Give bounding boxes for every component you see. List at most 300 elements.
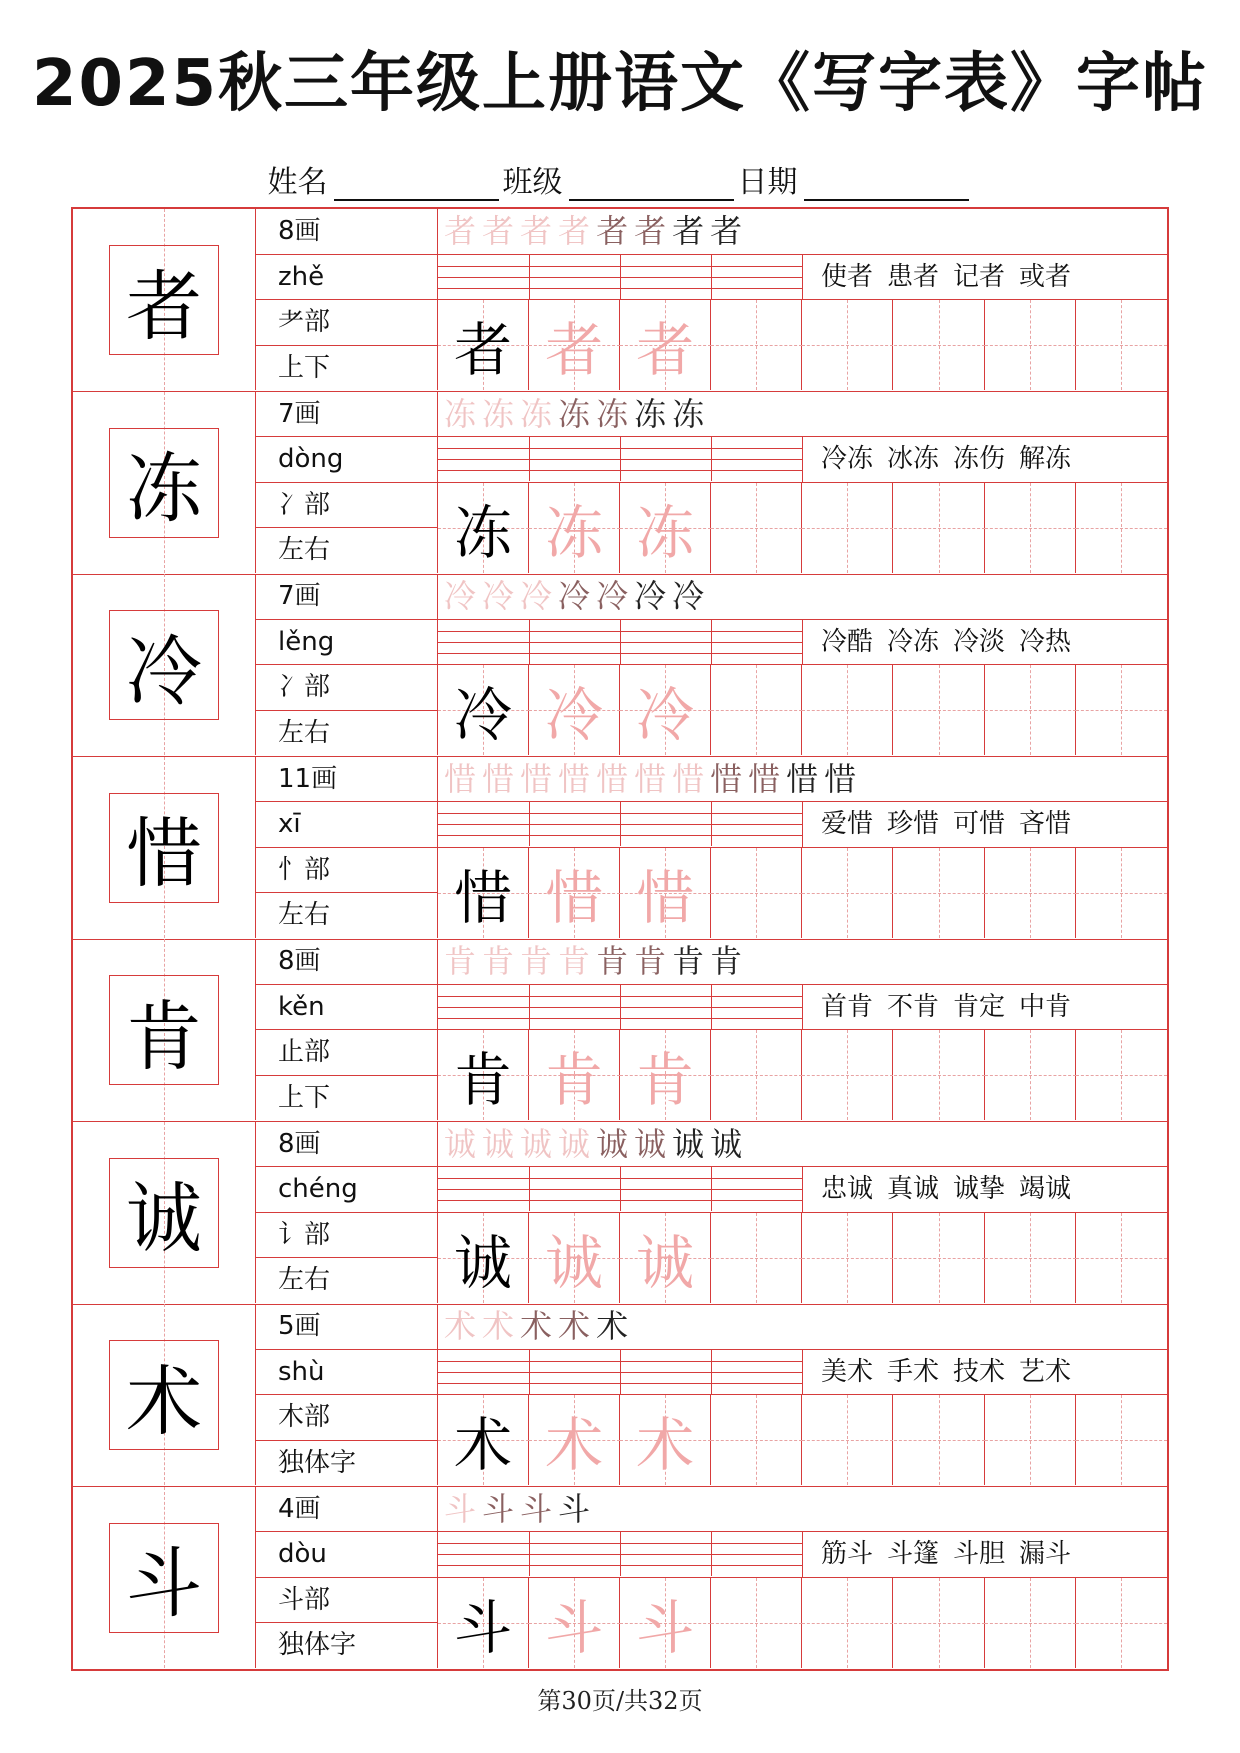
model-character: 冻: [453, 498, 512, 567]
vocabulary-word: 美术: [821, 1356, 874, 1387]
trace-character: 惜: [636, 863, 695, 932]
blank-practice-cell[interactable]: [711, 1213, 802, 1303]
page-number: 第30页/共32页: [537, 1687, 703, 1715]
vocabulary-word: 爱惜: [821, 809, 874, 839]
blank-practice-cell[interactable]: [711, 665, 802, 755]
vocabulary-word: 忠诚: [821, 1174, 874, 1204]
blank-practice-cell[interactable]: [802, 1030, 893, 1120]
trace-character: 惜: [545, 863, 604, 932]
blank-practice-cell[interactable]: [802, 1213, 893, 1303]
blank-practice-cell[interactable]: [711, 300, 802, 390]
stroke-step: 冷: [520, 577, 553, 615]
model-character: 诚: [453, 1228, 512, 1297]
stroke-count: 4画: [256, 1487, 437, 1533]
cell-horizontal-guide: [985, 710, 1076, 711]
cell-horizontal-guide: [802, 1258, 893, 1259]
stroke-step: 冷: [444, 577, 477, 615]
date-label: 日期: [737, 165, 798, 200]
writing-practice-grid: [438, 300, 1167, 390]
writing-practice-grid: [438, 1030, 1167, 1120]
cell-horizontal-guide: [711, 893, 802, 894]
stroke-step: 冻: [596, 394, 629, 433]
main-character: 者: [109, 245, 219, 355]
cell-horizontal-guide: [802, 1623, 893, 1624]
vocabulary-word: 手术: [887, 1356, 940, 1387]
character-info: [256, 1304, 438, 1485]
stroke-step: 肯: [482, 942, 515, 980]
character-info: [256, 574, 438, 755]
date-blank[interactable]: [804, 169, 969, 201]
vocabulary-word: 或者: [1019, 261, 1072, 292]
cell-horizontal-guide: [711, 1258, 802, 1259]
cell-horizontal-guide: [1076, 1075, 1167, 1076]
cell-horizontal-guide: [711, 528, 802, 529]
vocabulary-word: 冷冻: [887, 626, 940, 657]
blank-practice-cell[interactable]: [985, 665, 1076, 755]
pinyin-writing-lines[interactable]: [438, 985, 802, 1031]
vocabulary-word: 冷酷: [821, 626, 874, 657]
blank-practice-cell[interactable]: [894, 1030, 985, 1120]
stroke-step: 诚: [558, 1124, 591, 1163]
vocabulary-word: 冷热: [1019, 626, 1072, 657]
model-character: 惜: [453, 863, 512, 932]
stroke-step: 诚: [482, 1124, 515, 1163]
cell-horizontal-guide: [894, 1258, 985, 1259]
stroke-step: 肯: [444, 942, 477, 980]
vocabulary-word: 诚挚: [953, 1174, 1006, 1204]
pinyin-writing-lines[interactable]: [438, 1167, 802, 1213]
stroke-step: 冷: [558, 577, 591, 615]
name-blank[interactable]: [334, 169, 499, 201]
main-character-cell: [73, 939, 256, 1120]
blank-practice-cell[interactable]: [894, 1395, 985, 1485]
cell-horizontal-guide: [1076, 345, 1167, 346]
model-character-cell: [438, 665, 529, 755]
pinyin-divider: [711, 437, 712, 481]
trace-character-cell: [620, 848, 711, 938]
stroke-step: 惜: [558, 759, 591, 798]
stroke-step: 惜: [672, 759, 705, 798]
stroke-step: 冻: [482, 394, 515, 433]
pinyin: shù: [256, 1350, 437, 1396]
name-label: 姓名: [267, 165, 328, 200]
blank-practice-cell[interactable]: [985, 1030, 1076, 1120]
vocabulary-words: [802, 255, 1167, 301]
stroke-step: 者: [710, 212, 743, 250]
pinyin-divider: [529, 1350, 530, 1394]
stroke-step: 诚: [672, 1124, 705, 1163]
pinyin-divider: [529, 437, 530, 481]
trace-character: 术: [545, 1411, 604, 1479]
radical: 冫部: [256, 483, 437, 529]
cell-horizontal-guide: [711, 345, 802, 346]
trace-character-cell: [620, 1030, 711, 1120]
class-label: 班级: [502, 165, 563, 200]
stroke-order: [438, 939, 1167, 985]
blank-practice-cell[interactable]: [894, 665, 985, 755]
blank-practice-cell[interactable]: [1076, 1578, 1167, 1668]
vocabulary-word: 肯定: [953, 991, 1006, 1022]
radical: 讠部: [256, 1213, 437, 1259]
main-character-cell: [73, 1304, 256, 1485]
stroke-count: 8画: [256, 939, 437, 985]
pinyin: xī: [256, 802, 437, 848]
stroke-step: 惜: [520, 759, 553, 798]
cell-horizontal-guide: [802, 528, 893, 529]
trace-character: 斗: [636, 1593, 695, 1662]
cell-horizontal-guide: [802, 345, 893, 346]
blank-practice-cell[interactable]: [894, 848, 985, 938]
vocabulary-word: 真诚: [887, 1174, 940, 1204]
stroke-step: 冷: [482, 577, 515, 615]
stroke-count: 7画: [256, 392, 437, 438]
pinyin-divider: [620, 255, 621, 299]
writing-practice-grid: [438, 848, 1167, 938]
stroke-step: 者: [558, 212, 591, 250]
vocabulary-word: 吝惜: [1019, 809, 1072, 839]
main-character-cell: [73, 574, 256, 755]
blank-practice-cell[interactable]: [1076, 848, 1167, 938]
cell-horizontal-guide: [894, 345, 985, 346]
stroke-step: 冻: [444, 394, 477, 433]
character-row: [73, 1487, 1167, 1670]
trace-character: 肯: [545, 1046, 604, 1114]
blank-practice-cell[interactable]: [894, 1213, 985, 1303]
pinyin-divider: [620, 802, 621, 846]
trace-character: 冻: [636, 498, 695, 567]
pinyin-divider: [620, 437, 621, 481]
cell-horizontal-guide: [894, 710, 985, 711]
trace-character-cell: [620, 483, 711, 573]
character-info: [256, 939, 438, 1120]
trace-character: 冷: [545, 681, 604, 749]
cell-horizontal-guide: [1076, 1623, 1167, 1624]
stroke-count: 8画: [256, 1122, 437, 1168]
main-character-cell: [73, 757, 256, 938]
writing-practice-grid: [438, 665, 1167, 755]
vocabulary-words: [802, 1532, 1167, 1578]
stroke-step: 诚: [596, 1124, 629, 1163]
stroke-step: 者: [634, 212, 667, 250]
pinyin: kěn: [256, 985, 437, 1031]
radical: 止部: [256, 1030, 437, 1076]
main-character: 惜: [109, 793, 219, 903]
cell-horizontal-guide: [802, 1440, 893, 1441]
pinyin-writing-lines[interactable]: [438, 255, 802, 301]
pinyin-divider: [529, 255, 530, 299]
pinyin-divider: [711, 1350, 712, 1394]
model-character-cell: [438, 848, 529, 938]
class-blank[interactable]: [569, 169, 734, 201]
blank-practice-cell[interactable]: [802, 848, 893, 938]
blank-practice-cell[interactable]: [711, 1030, 802, 1120]
stroke-step: 惜: [444, 759, 477, 798]
model-character: 肯: [453, 1046, 512, 1114]
character-row: [73, 209, 1167, 392]
model-character-cell: [438, 1030, 529, 1120]
character-info: [256, 1122, 438, 1303]
blank-practice-cell[interactable]: [802, 665, 893, 755]
character-info: [256, 757, 438, 938]
main-character: 冻: [109, 428, 219, 538]
cell-horizontal-guide: [985, 1440, 1076, 1441]
trace-character: 诚: [636, 1228, 695, 1297]
stroke-count: 7画: [256, 574, 437, 620]
vocabulary-words: [802, 985, 1167, 1031]
radical: 木部: [256, 1395, 437, 1441]
stroke-step: 者: [596, 212, 629, 250]
stroke-step: 惜: [710, 759, 743, 798]
cell-horizontal-guide: [894, 1075, 985, 1076]
practice-sheet: [71, 207, 1169, 1671]
vocabulary-word: 患者: [887, 261, 940, 292]
trace-character-cell: [529, 1578, 620, 1668]
pinyin-divider: [711, 1167, 712, 1211]
pinyin-divider: [529, 802, 530, 846]
blank-practice-cell[interactable]: [711, 1578, 802, 1668]
trace-character-cell: [529, 665, 620, 755]
cell-horizontal-guide: [1076, 528, 1167, 529]
trace-character-cell: [620, 665, 711, 755]
model-character: 斗: [453, 1593, 512, 1662]
cell-horizontal-guide: [1076, 1258, 1167, 1259]
vocabulary-word: 记者: [953, 261, 1006, 292]
trace-character-cell: [529, 848, 620, 938]
stroke-step: 术: [558, 1307, 591, 1345]
stroke-step: 斗: [482, 1489, 515, 1528]
blank-practice-cell[interactable]: [1076, 665, 1167, 755]
vocabulary-word: 不肯: [887, 991, 940, 1022]
writing-practice-grid: [438, 1578, 1167, 1668]
stroke-step: 术: [482, 1307, 515, 1345]
stroke-step: 斗: [444, 1489, 477, 1528]
vocabulary-words: [802, 437, 1167, 483]
trace-character: 者: [636, 316, 695, 384]
main-character: 冷: [109, 610, 219, 720]
vocabulary-word: 筋斗: [821, 1539, 874, 1569]
stroke-count: 8画: [256, 209, 437, 255]
pinyin-writing-lines[interactable]: [438, 437, 802, 483]
stroke-count: 11画: [256, 757, 437, 803]
stroke-order: [438, 209, 1167, 255]
stroke-step: 者: [672, 212, 705, 250]
vocabulary-word: 可惜: [953, 809, 1006, 839]
cell-horizontal-guide: [711, 1075, 802, 1076]
structure: 独体字: [278, 1447, 357, 1478]
structure: 左右: [278, 717, 331, 748]
cell-horizontal-guide: [711, 1623, 802, 1624]
stroke-step: 惜: [596, 759, 629, 798]
blank-practice-cell[interactable]: [1076, 1395, 1167, 1485]
stroke-count: 5画: [256, 1304, 437, 1350]
blank-practice-cell[interactable]: [711, 848, 802, 938]
vocabulary-word: 冷淡: [953, 626, 1006, 657]
pinyin-divider: [711, 1532, 712, 1576]
model-character-cell: [438, 300, 529, 390]
stroke-step: 肯: [596, 942, 629, 980]
stroke-step: 诚: [710, 1124, 743, 1163]
radical: 斗部: [256, 1578, 437, 1624]
character-info: [256, 392, 438, 573]
pinyin-writing-lines[interactable]: [438, 1532, 802, 1578]
pinyin-writing-lines[interactable]: [438, 802, 802, 848]
blank-practice-cell[interactable]: [985, 1395, 1076, 1485]
trace-character-cell: [529, 1395, 620, 1485]
blank-practice-cell[interactable]: [894, 1578, 985, 1668]
blank-practice-cell[interactable]: [985, 300, 1076, 390]
trace-character: 者: [545, 316, 604, 384]
vocabulary-word: 解冻: [1019, 444, 1072, 474]
stroke-step: 冻: [672, 394, 705, 433]
vocabulary-word: 冰冻: [887, 444, 940, 474]
trace-character: 冷: [636, 681, 695, 749]
stroke-order: [438, 392, 1167, 438]
stroke-order: [438, 1304, 1167, 1350]
vocabulary-word: 竭诚: [1019, 1174, 1072, 1204]
blank-practice-cell[interactable]: [802, 1578, 893, 1668]
stroke-order: [438, 1487, 1167, 1533]
blank-practice-cell[interactable]: [1076, 300, 1167, 390]
blank-practice-cell[interactable]: [802, 300, 893, 390]
cell-horizontal-guide: [711, 710, 802, 711]
trace-character: 诚: [545, 1228, 604, 1297]
stroke-order: [438, 757, 1167, 803]
pinyin-writing-lines[interactable]: [438, 1350, 802, 1396]
blank-practice-cell[interactable]: [802, 1395, 893, 1485]
student-info-line: [0, 157, 1240, 201]
blank-practice-cell[interactable]: [1076, 483, 1167, 573]
blank-practice-cell[interactable]: [985, 848, 1076, 938]
pinyin-divider: [620, 1167, 621, 1211]
cell-horizontal-guide: [802, 710, 893, 711]
vocabulary-words: [802, 1167, 1167, 1213]
structure: 上下: [278, 352, 331, 383]
model-character-cell: [438, 1213, 529, 1303]
character-row: [73, 574, 1167, 757]
stroke-step: 冻: [520, 394, 553, 433]
stroke-order: [438, 1122, 1167, 1168]
stroke-step: 惜: [786, 759, 819, 798]
model-character: 者: [453, 316, 512, 384]
stroke-step: 冷: [672, 577, 705, 615]
character-row: [73, 757, 1167, 940]
stroke-step: 者: [444, 212, 477, 250]
structure: 左右: [278, 900, 331, 930]
stroke-order: [438, 574, 1167, 620]
writing-practice-grid: [438, 1213, 1167, 1303]
main-character: 肯: [109, 975, 219, 1085]
stroke-step: 斗: [558, 1489, 591, 1528]
pinyin: lěng: [256, 620, 437, 666]
blank-practice-cell[interactable]: [985, 1578, 1076, 1668]
pinyin-divider: [620, 1350, 621, 1394]
stroke-step: 诚: [444, 1124, 477, 1163]
cell-horizontal-guide: [894, 893, 985, 894]
trace-character: 斗: [545, 1593, 604, 1662]
vocabulary-word: 漏斗: [1019, 1539, 1072, 1569]
cell-horizontal-guide: [894, 1440, 985, 1441]
pinyin-divider: [620, 1532, 621, 1576]
pinyin-divider: [529, 985, 530, 1029]
structure: 左右: [278, 1265, 331, 1295]
vocabulary-word: 冻伤: [953, 444, 1006, 474]
trace-character: 肯: [636, 1046, 695, 1114]
cell-horizontal-guide: [985, 1075, 1076, 1076]
trace-character-cell: [529, 300, 620, 390]
character-row: [73, 939, 1167, 1122]
trace-character: 术: [636, 1411, 695, 1479]
main-character-cell: [73, 209, 256, 390]
blank-practice-cell[interactable]: [1076, 1213, 1167, 1303]
main-character-cell: [73, 1487, 256, 1668]
cell-horizontal-guide: [985, 893, 1076, 894]
blank-practice-cell[interactable]: [894, 300, 985, 390]
main-character-cell: [73, 1122, 256, 1303]
cell-horizontal-guide: [985, 528, 1076, 529]
structure: 上下: [278, 1082, 331, 1113]
blank-practice-cell[interactable]: [1076, 1030, 1167, 1120]
vocabulary-words: [802, 620, 1167, 666]
pinyin-writing-lines[interactable]: [438, 620, 802, 666]
writing-practice-grid: [438, 1395, 1167, 1485]
trace-character-cell: [529, 1030, 620, 1120]
trace-character-cell: [620, 300, 711, 390]
stroke-step: 惜: [748, 759, 781, 798]
pinyin-divider: [620, 985, 621, 1029]
blank-practice-cell[interactable]: [985, 1213, 1076, 1303]
stroke-step: 术: [596, 1307, 629, 1345]
stroke-step: 斗: [520, 1489, 553, 1528]
blank-practice-cell[interactable]: [894, 483, 985, 573]
pinyin: zhě: [256, 255, 437, 301]
vocabulary-word: 使者: [821, 261, 874, 292]
blank-practice-cell[interactable]: [711, 1395, 802, 1485]
stroke-step: 肯: [634, 942, 667, 980]
main-character: 斗: [109, 1523, 219, 1633]
pinyin-divider: [711, 802, 712, 846]
stroke-step: 冷: [634, 577, 667, 615]
stroke-step: 术: [520, 1307, 553, 1345]
pinyin: dòu: [256, 1532, 437, 1578]
main-character: 诚: [109, 1158, 219, 1268]
stroke-step: 诚: [634, 1124, 667, 1163]
vocabulary-word: 冷冻: [821, 444, 874, 474]
character-row: [73, 1122, 1167, 1305]
blank-practice-cell[interactable]: [802, 483, 893, 573]
vocabulary-word: 技术: [953, 1356, 1006, 1387]
stroke-step: 冻: [558, 394, 591, 433]
cell-horizontal-guide: [1076, 1440, 1167, 1441]
stroke-step: 惜: [482, 759, 515, 798]
writing-practice-grid: [438, 483, 1167, 573]
pinyin-divider: [529, 1532, 530, 1576]
model-character: 冷: [453, 681, 512, 749]
character-row: [73, 392, 1167, 575]
pinyin-divider: [711, 255, 712, 299]
vocabulary-words: [802, 802, 1167, 848]
structure: 独体字: [278, 1630, 357, 1660]
trace-character-cell: [529, 1213, 620, 1303]
main-character-cell: [73, 392, 256, 573]
model-character: 术: [453, 1411, 512, 1479]
cell-horizontal-guide: [711, 1440, 802, 1441]
blank-practice-cell[interactable]: [985, 483, 1076, 573]
blank-practice-cell[interactable]: [711, 483, 802, 573]
trace-character-cell: [529, 483, 620, 573]
structure: 左右: [278, 535, 331, 565]
stroke-step: 肯: [558, 942, 591, 980]
page-title: 2025秋三年级上册语文《写字表》字帖: [31, 47, 1209, 121]
